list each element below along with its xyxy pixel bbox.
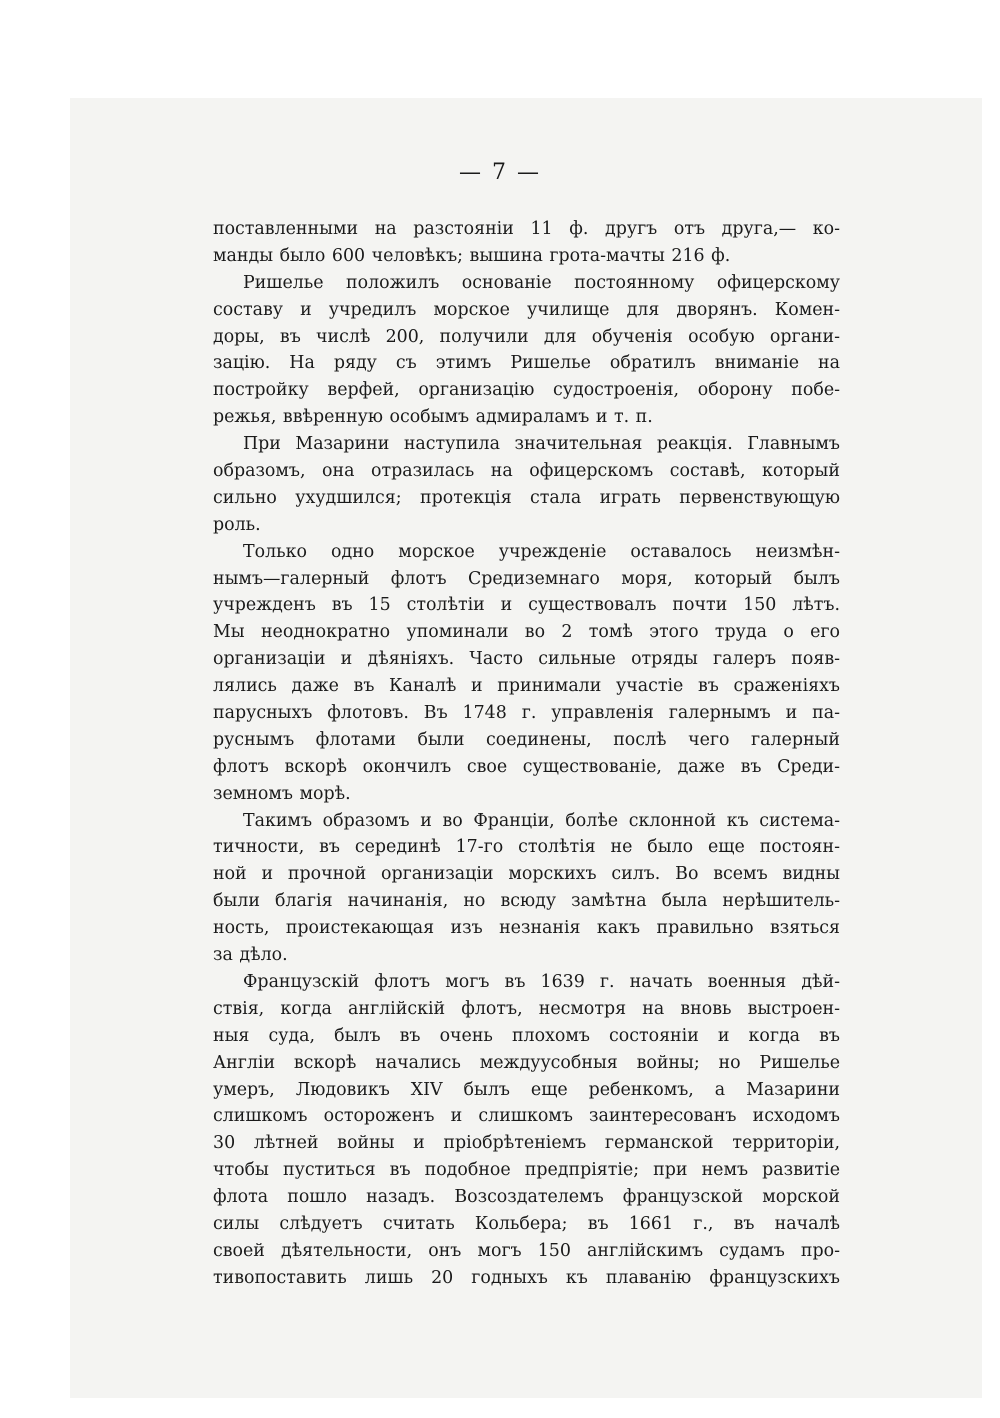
text-line: Только одно морское учрежденiе оставалось неизмѣн- [243, 541, 840, 562]
text-line: зацiю. На ряду съ этимъ Ришелье обратилъ вниманiе на [213, 353, 840, 374]
text-line: Французскiй флотъ могъ въ 1639 г. начать военныя дѣй- [243, 971, 840, 992]
text-line: Ришелье положилъ основанiе постоянному офицерскому [243, 272, 840, 293]
text-line: Англiи вскорѣ начались междуусобныя войны; но Ришелье [213, 1052, 840, 1073]
page-number: — 7 — [459, 160, 541, 185]
text-line: ной и прочной организацiи морскихъ силъ. Во всемъ видны [213, 864, 840, 885]
text-line: Такимъ образомъ и во Францiи, болѣе склонной къ система- [243, 810, 840, 831]
text-line: флота пошло назадъ. Возсоздателемъ французской морской [213, 1187, 840, 1208]
text-line: нымъ—галерный флотъ Средиземнаго моря, который былъ [213, 568, 840, 589]
text-line: организацiи и дѣянiяхъ. Часто сильные отряды галеръ появ- [213, 649, 840, 670]
text-line: роль. [213, 514, 261, 535]
text-line: учрежденъ въ 15 столѣтiи и существовалъ почти 150 лѣтъ. [213, 595, 840, 616]
text-line: доры, въ числѣ 200, получили для обученiя особую органи- [213, 326, 840, 347]
text-line: режья, ввѣренную особымъ адмираламъ и т. п. [213, 407, 653, 428]
text-line: умеръ, Людовикъ XIV былъ еще ребенкомъ, а Мазарини [213, 1079, 840, 1100]
paragraph [213, 808, 840, 969]
text-line: ность, проистекающая изъ незнанiя какъ правильно взяться [213, 918, 840, 939]
text-line: своей дѣятельности, онъ могъ 150 англiйскимъ судамъ про- [213, 1240, 840, 1261]
paragraph [213, 270, 840, 431]
paragraph [213, 431, 840, 539]
text-line: за дѣло. [213, 945, 288, 966]
paragraph [213, 216, 840, 270]
text-line: лялись даже въ Каналѣ и принимали участiе въ сраженiяхъ [213, 676, 840, 697]
text-line: ныя суда, былъ въ очень плохомъ состоянiи и когда въ [213, 1025, 840, 1046]
text-line: ствiя, когда англiйскiй флотъ, несмотря на вновь выстроен- [213, 998, 840, 1019]
text-line: силы слѣдуетъ считать Кольбера; въ 1661 г., въ началѣ [213, 1213, 840, 1234]
text-line: манды было 600 человѣкъ; вышина грота-мачты 216 ф. [213, 245, 731, 266]
text-line: чтобы пуститься въ подобное предпрiятiе; при немъ развитiе [213, 1160, 840, 1181]
text-line: Мы неоднократно упоминали во 2 томѣ этого труда о его [213, 622, 840, 643]
text-line: тичности, въ серединѣ 17-го столѣтiя не было еще постоян- [213, 837, 840, 858]
text-line: тивопоставить лишь 20 годныхъ къ плаванiю французскихъ [213, 1267, 840, 1288]
body-text [213, 216, 840, 1292]
paragraph [213, 969, 840, 1292]
text-line: руснымъ флотами были соединены, послѣ чего галерный [213, 729, 840, 750]
text-line: составу и учредилъ морское училище для дворянъ. Комен- [213, 299, 840, 320]
text-line: слишкомъ остороженъ и слишкомъ заинтересованъ исходомъ [213, 1106, 840, 1127]
text-line: сильно ухудшился; протекцiя стала играть первенствующую [213, 487, 840, 508]
text-line: флотъ вскорѣ окончилъ свое существованiе, даже въ Среди- [213, 756, 840, 777]
text-line: земномъ морѣ. [213, 783, 351, 804]
text-line: были благiя начинанiя, но всюду замѣтна была нерѣшитель- [213, 891, 840, 912]
text-line: поставленными на разстоянiи 11 ф. другъ отъ друга,— ко- [213, 219, 840, 239]
text-line: парусныхъ флотовъ. Въ 1748 г. управленiя галернымъ и па- [213, 703, 840, 724]
text-line: При Мазарини наступила значительная реакцiя. Главнымъ [243, 434, 840, 455]
text-line: 30 лѣтней войны и прiобрѣтенiемъ германской территорiи, [213, 1133, 840, 1154]
paragraph [213, 539, 840, 808]
text-line: постройку верфей, организацiю судостроенiя, оборону побе- [213, 380, 840, 401]
text-line: образомъ, она отразилась на офицерскомъ составѣ, который [213, 461, 840, 482]
